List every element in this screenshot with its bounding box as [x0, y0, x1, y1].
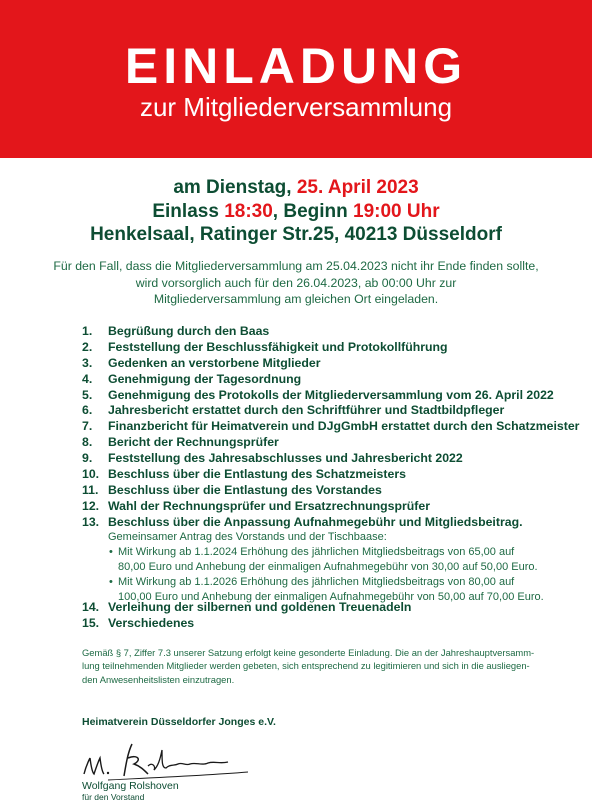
event-location: Henkelsaal, Ratinger Str.25, 40213 Düsseldorf	[90, 224, 502, 245]
agenda-item: 4. Genehmigung der Tagesordnung	[82, 371, 302, 386]
invitation-subtitle: zur Mitgliederversammlung	[139, 92, 453, 122]
agenda-item: 2. Feststellung der Beschlussfähigkeit und Protokollführung	[82, 339, 448, 354]
header-banner	[0, 0, 592, 158]
agenda-item: 9. Feststellung des Jahresabschlusses und Jahresbericht 2022	[82, 451, 463, 466]
admission-time: 18:30	[224, 201, 273, 222]
organization-name: Heimatverein Düsseldorfer Jonges e.V.	[82, 716, 276, 728]
motion-bullet: • Mit Wirkung ab 1.1.2024 Erhöhung des jährlichen Mitgliedsbeitrags von 65,00 auf 80,00 Euro und Anhebung der einmaligen Aufnahmegebühr von 30,00 auf 50,00 Euro.	[109, 546, 538, 573]
statute-footnote: Gemäß § 7, Ziffer 7.3 unserer Satzung erfolgt keine gesonderte Einladung. Die an der Jahreshauptversamm- lung teilnehmenden Mitglieder werden gebeten, sich entsprechend zu legitimieren und sich in die ausliegen- den Anwesenheitslisten einzutragen.	[82, 647, 535, 685]
handwritten-signature	[78, 736, 258, 782]
agenda-item: 3. Gedenken an verstorbene Mitglieder	[82, 355, 321, 370]
motion-intro: Gemeinsamer Antrag des Vorstands und der Tischbaase:	[108, 531, 387, 543]
event-date-line: am Dienstag, 25. April 2023	[173, 177, 419, 198]
agenda-item: 13. Beschluss über die Anpassung Aufnahmegebühr und Mitgliedsbeitrag.	[82, 514, 523, 529]
agenda-list-continued	[82, 600, 562, 632]
continuation-notice: Für den Fall, dass die Mitgliederversammlung am 25.04.2023 nicht ihr Ende finden sollte, wird vorsorglich auch für den 26.04.2023, ab 00:00 Uhr zur Mitgliederversammlung am gleichen Ort eingeladen.	[53, 259, 539, 306]
agenda-item: 15. Verschiedenes	[82, 615, 195, 630]
event-date: 25. April 2023	[296, 177, 419, 198]
fee-motion	[108, 530, 548, 605]
motion-bullet: • Mit Wirkung ab 1.1.2026 Erhöhung des jährlichen Mitgliedsbeitrags von 80,00 auf 100,00 Euro und Anhebung der einmaligen Aufnahmegebühr von 50,00 auf 70,00 Euro.	[109, 576, 544, 603]
agenda-item: 10. Beschluss über die Entlastung des Schatzmeisters	[82, 467, 406, 482]
agenda-item: 8. Bericht der Rechnungsprüfer	[82, 435, 279, 450]
event-time-line: Einlass 18:30, Beginn 19:00 Uhr	[152, 201, 440, 222]
signer-role: für den Vorstand	[82, 792, 145, 802]
agenda-item: 7. Finanzbericht für Heimatverein und DJgGmbH erstattet durch den Schatzmeister	[82, 419, 580, 434]
agenda-item: 12. Wahl der Rechnungsprüfer und Ersatzrechnungsprüfer	[82, 498, 431, 513]
agenda-item: 11. Beschluss über die Entlastung des Vorstandes	[82, 482, 382, 497]
start-time: 19:00 Uhr	[353, 201, 440, 222]
signer-name: Wolfgang Rolshoven	[82, 780, 179, 792]
invitation-title: EINLADUNG	[124, 38, 468, 94]
agenda-item: 6. Jahresbericht erstattet durch den Schriftführer und Stadtbildpfleger	[82, 403, 505, 418]
agenda-list	[82, 324, 580, 531]
agenda-item: 1. Begrüßung durch den Baas	[82, 324, 270, 338]
agenda-item: 14. Verleihung der silbernen und goldenen Treuenadeln	[82, 600, 412, 614]
agenda-item: 5. Genehmigung des Protokolls der Mitgliederversammlung vom 26. April 2022	[82, 387, 554, 402]
